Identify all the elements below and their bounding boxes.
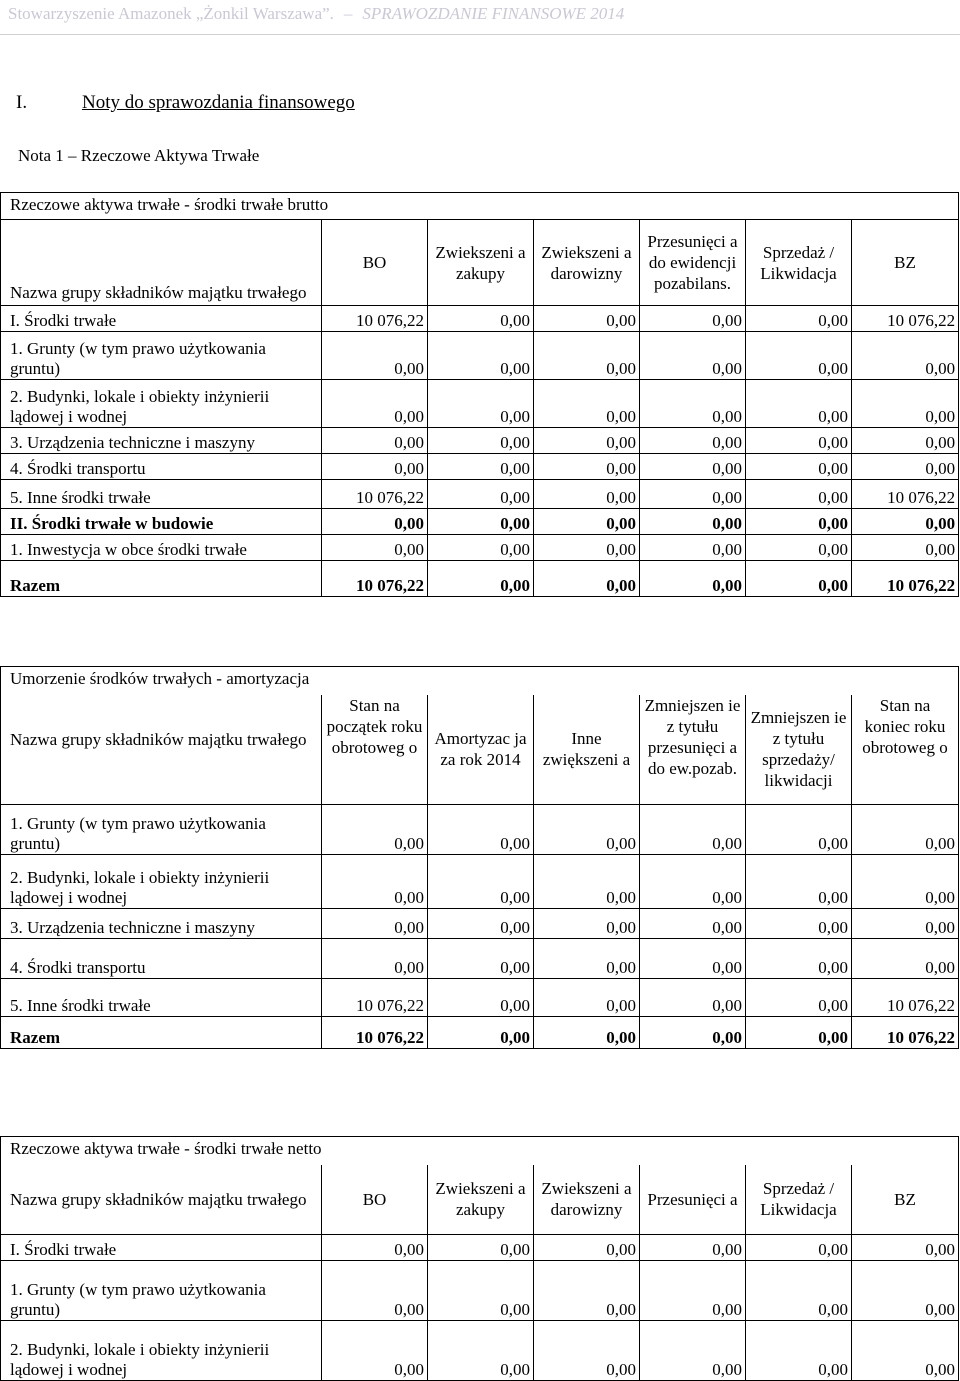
table2-header-decrease-transfer: Zmniejszen ie z tytułu przesunięci a do ew.pozab. xyxy=(640,695,746,805)
table2-row xyxy=(1,909,959,939)
section-number: I. xyxy=(16,92,28,113)
table1-row xyxy=(1,561,959,597)
row-value: 0,00 xyxy=(322,909,428,939)
row-label: 5. Inne środki trwałe xyxy=(1,979,322,1017)
table3-header-purchases: Zwiekszeni a zakupy xyxy=(428,1165,534,1235)
row-value: 0,00 xyxy=(746,380,852,428)
table1-header-sale: Sprzedaż / Likwidacja xyxy=(746,220,852,306)
row-value: 10 076,22 xyxy=(322,979,428,1017)
table1-row xyxy=(1,428,959,454)
table1-caption: Rzeczowe aktywa trwałe - środki trwałe brutto xyxy=(1,193,959,220)
row-value: 0,00 xyxy=(534,509,640,535)
table2-header-start: Stan na początek roku obrotoweg o xyxy=(322,695,428,805)
row-value: 10 076,22 xyxy=(322,1017,428,1049)
row-value: 0,00 xyxy=(428,1321,534,1381)
row-value: 0,00 xyxy=(746,454,852,480)
row-value: 0,00 xyxy=(852,380,959,428)
row-value: 0,00 xyxy=(534,535,640,561)
row-value: 0,00 xyxy=(534,855,640,909)
row-value: 0,00 xyxy=(852,1321,959,1381)
row-value: 0,00 xyxy=(534,332,640,380)
row-value: 0,00 xyxy=(746,909,852,939)
table3-header-sale: Sprzedaż / Likwidacja xyxy=(746,1165,852,1235)
row-value: 0,00 xyxy=(852,1261,959,1321)
row-value: 0,00 xyxy=(534,1321,640,1381)
row-value: 0,00 xyxy=(428,1261,534,1321)
row-value: 0,00 xyxy=(852,428,959,454)
row-value: 0,00 xyxy=(322,1261,428,1321)
row-value: 0,00 xyxy=(428,1235,534,1261)
row-value: 0,00 xyxy=(746,1017,852,1049)
nota-title: Nota 1 – Rzeczowe Aktywa Trwałe xyxy=(18,146,260,165)
row-label: Razem xyxy=(1,561,322,597)
row-value: 0,00 xyxy=(746,855,852,909)
table1-row xyxy=(1,509,959,535)
row-value: 0,00 xyxy=(640,939,746,979)
row-value: 0,00 xyxy=(428,428,534,454)
row-value: 0,00 xyxy=(746,428,852,454)
row-value: 0,00 xyxy=(746,561,852,597)
row-label: 3. Urządzenia techniczne i maszyny xyxy=(1,909,322,939)
row-label: 1. Inwestycja w obce środki trwałe xyxy=(1,535,322,561)
table3-row xyxy=(1,1321,959,1381)
row-label: 2. Budynki, lokale i obiekty inżynierii lądowej i wodnej xyxy=(1,380,322,428)
row-label: 1. Grunty (w tym prawo użytkowania gruntu) xyxy=(1,1261,322,1321)
row-label: 2. Budynki, lokale i obiekty inżynierii lądowej i wodnej xyxy=(1,1321,322,1381)
table1-header-bo: BO xyxy=(322,220,428,306)
row-value: 0,00 xyxy=(746,1235,852,1261)
row-value: 0,00 xyxy=(746,1321,852,1381)
table1-row xyxy=(1,535,959,561)
row-value: 0,00 xyxy=(534,979,640,1017)
table3-row xyxy=(1,1235,959,1261)
row-value: 0,00 xyxy=(640,1321,746,1381)
row-value: 0,00 xyxy=(640,855,746,909)
table1-header-donations: Zwiekszeni a darowizny xyxy=(534,220,640,306)
row-value: 0,00 xyxy=(428,454,534,480)
table1-row xyxy=(1,380,959,428)
row-value: 0,00 xyxy=(534,454,640,480)
table3-header-transfers: Przesunięci a xyxy=(640,1165,746,1235)
table2-row xyxy=(1,939,959,979)
table3-header-name: Nazwa grupy składników majątku trwałego xyxy=(1,1165,322,1235)
table2-header-end: Stan na koniec roku obrotoweg o xyxy=(852,695,959,805)
row-value: 0,00 xyxy=(640,979,746,1017)
row-value: 0,00 xyxy=(428,480,534,509)
section-title xyxy=(16,92,355,114)
row-value: 0,00 xyxy=(428,939,534,979)
page-header xyxy=(8,4,624,24)
row-value: 10 076,22 xyxy=(852,979,959,1017)
row-value: 0,00 xyxy=(428,979,534,1017)
table1-row xyxy=(1,332,959,380)
row-value: 10 076,22 xyxy=(322,561,428,597)
row-label: 1. Grunty (w tym prawo użytkowania gruntu) xyxy=(1,805,322,855)
row-value: 0,00 xyxy=(322,805,428,855)
table2-header-other-increases: Inne zwiększeni a xyxy=(534,695,640,805)
row-value: 10 076,22 xyxy=(852,480,959,509)
row-label: II. Środki trwałe w budowie xyxy=(1,509,322,535)
row-label: 1. Grunty (w tym prawo użytkowania gruntu) xyxy=(1,332,322,380)
table-gross-assets xyxy=(0,192,959,597)
row-value: 0,00 xyxy=(640,509,746,535)
table2-header-decrease-sale: Zmniejszen ie z tytułu sprzedaży/ likwidacji xyxy=(746,695,852,805)
row-label: Razem xyxy=(1,1017,322,1049)
table2-caption: Umorzenie środków trwałych - amortyzacja xyxy=(1,667,959,695)
row-value: 0,00 xyxy=(322,380,428,428)
table3-caption: Rzeczowe aktywa trwałe - środki trwałe netto xyxy=(1,1137,959,1165)
row-value: 0,00 xyxy=(428,306,534,332)
table1-header-row xyxy=(1,220,959,306)
table2-header-name: Nazwa grupy składników majątku trwałego xyxy=(1,695,322,805)
table1-row xyxy=(1,306,959,332)
row-value: 0,00 xyxy=(640,480,746,509)
row-value: 0,00 xyxy=(322,855,428,909)
row-value: 0,00 xyxy=(322,1321,428,1381)
row-value: 0,00 xyxy=(640,1261,746,1321)
row-value: 0,00 xyxy=(746,1261,852,1321)
row-value: 10 076,22 xyxy=(852,1017,959,1049)
row-value: 0,00 xyxy=(640,561,746,597)
table3-row xyxy=(1,1261,959,1321)
row-value: 0,00 xyxy=(322,454,428,480)
row-value: 0,00 xyxy=(428,332,534,380)
row-value: 0,00 xyxy=(640,380,746,428)
row-value: 0,00 xyxy=(428,909,534,939)
row-value: 0,00 xyxy=(428,380,534,428)
table2-row xyxy=(1,805,959,855)
row-label: 4. Środki transportu xyxy=(1,454,322,480)
row-value: 0,00 xyxy=(534,561,640,597)
row-value: 0,00 xyxy=(640,332,746,380)
row-value: 0,00 xyxy=(746,306,852,332)
row-value: 10 076,22 xyxy=(852,306,959,332)
row-value: 0,00 xyxy=(640,909,746,939)
row-value: 0,00 xyxy=(746,332,852,380)
row-value: 0,00 xyxy=(428,855,534,909)
header-separator: – xyxy=(343,4,353,23)
table1-header-name: Nazwa grupy składników majątku trwałego xyxy=(1,220,322,306)
row-value: 0,00 xyxy=(852,855,959,909)
row-label: I. Środki trwałe xyxy=(1,306,322,332)
table2-header-row xyxy=(1,695,959,805)
row-value: 0,00 xyxy=(746,509,852,535)
row-value: 0,00 xyxy=(640,428,746,454)
row-value: 0,00 xyxy=(852,939,959,979)
row-value: 10 076,22 xyxy=(322,306,428,332)
row-value: 0,00 xyxy=(322,535,428,561)
row-value: 0,00 xyxy=(852,1235,959,1261)
table2-header-amortization: Amortyzac ja za rok 2014 xyxy=(428,695,534,805)
row-label: 3. Urządzenia techniczne i maszyny xyxy=(1,428,322,454)
row-value: 0,00 xyxy=(534,805,640,855)
row-value: 0,00 xyxy=(534,1017,640,1049)
table3-header-row xyxy=(1,1165,959,1235)
row-value: 0,00 xyxy=(322,332,428,380)
row-value: 10 076,22 xyxy=(322,480,428,509)
table1-row xyxy=(1,454,959,480)
row-value: 0,00 xyxy=(852,535,959,561)
section-title-text: Noty do sprawozdania finansowego xyxy=(82,92,355,113)
table3-header-donations: Zwiekszeni a darowizny xyxy=(534,1165,640,1235)
row-value: 0,00 xyxy=(322,509,428,535)
row-label: 4. Środki transportu xyxy=(1,939,322,979)
row-value: 0,00 xyxy=(322,939,428,979)
table3-header-bz: BZ xyxy=(852,1165,959,1235)
header-report: SPRAWOZDANIE FINANSOWE 2014 xyxy=(362,4,625,23)
row-value: 0,00 xyxy=(852,909,959,939)
row-value: 0,00 xyxy=(322,1235,428,1261)
row-value: 0,00 xyxy=(428,535,534,561)
row-value: 0,00 xyxy=(534,1261,640,1321)
row-value: 0,00 xyxy=(852,509,959,535)
row-label: I. Środki trwałe xyxy=(1,1235,322,1261)
row-value: 0,00 xyxy=(746,535,852,561)
row-value: 0,00 xyxy=(534,939,640,979)
row-value: 0,00 xyxy=(746,480,852,509)
table-net-assets xyxy=(0,1136,959,1381)
table1-header-transfers: Przesunięci a do ewidencji pozabilans. xyxy=(640,220,746,306)
row-value: 10 076,22 xyxy=(852,561,959,597)
row-value: 0,00 xyxy=(534,306,640,332)
row-value: 0,00 xyxy=(534,480,640,509)
row-value: 0,00 xyxy=(428,1017,534,1049)
row-value: 0,00 xyxy=(640,1235,746,1261)
row-value: 0,00 xyxy=(534,380,640,428)
table1-header-bz: BZ xyxy=(852,220,959,306)
header-rule xyxy=(0,34,960,35)
row-value: 0,00 xyxy=(534,1235,640,1261)
row-value: 0,00 xyxy=(640,805,746,855)
row-value: 0,00 xyxy=(640,306,746,332)
table2-row xyxy=(1,855,959,909)
row-label: 5. Inne środki trwałe xyxy=(1,480,322,509)
row-value: 0,00 xyxy=(428,805,534,855)
row-value: 0,00 xyxy=(746,939,852,979)
row-value: 0,00 xyxy=(428,509,534,535)
row-value: 0,00 xyxy=(852,454,959,480)
row-value: 0,00 xyxy=(534,909,640,939)
row-value: 0,00 xyxy=(640,1017,746,1049)
row-value: 0,00 xyxy=(852,805,959,855)
row-value: 0,00 xyxy=(746,979,852,1017)
row-value: 0,00 xyxy=(428,561,534,597)
table2-row xyxy=(1,979,959,1017)
header-org: Stowarzyszenie Amazonek „Żonkil Warszawa”. xyxy=(8,4,334,23)
row-value: 0,00 xyxy=(746,805,852,855)
row-value: 0,00 xyxy=(534,428,640,454)
table-depreciation xyxy=(0,666,959,1049)
row-label: 2. Budynki, lokale i obiekty inżynierii lądowej i wodnej xyxy=(1,855,322,909)
row-value: 0,00 xyxy=(322,428,428,454)
row-value: 0,00 xyxy=(852,332,959,380)
row-value: 0,00 xyxy=(640,454,746,480)
table2-row xyxy=(1,1017,959,1049)
table1-row xyxy=(1,480,959,509)
table3-header-bo: BO xyxy=(322,1165,428,1235)
row-value: 0,00 xyxy=(640,535,746,561)
table1-header-purchases: Zwiekszeni a zakupy xyxy=(428,220,534,306)
